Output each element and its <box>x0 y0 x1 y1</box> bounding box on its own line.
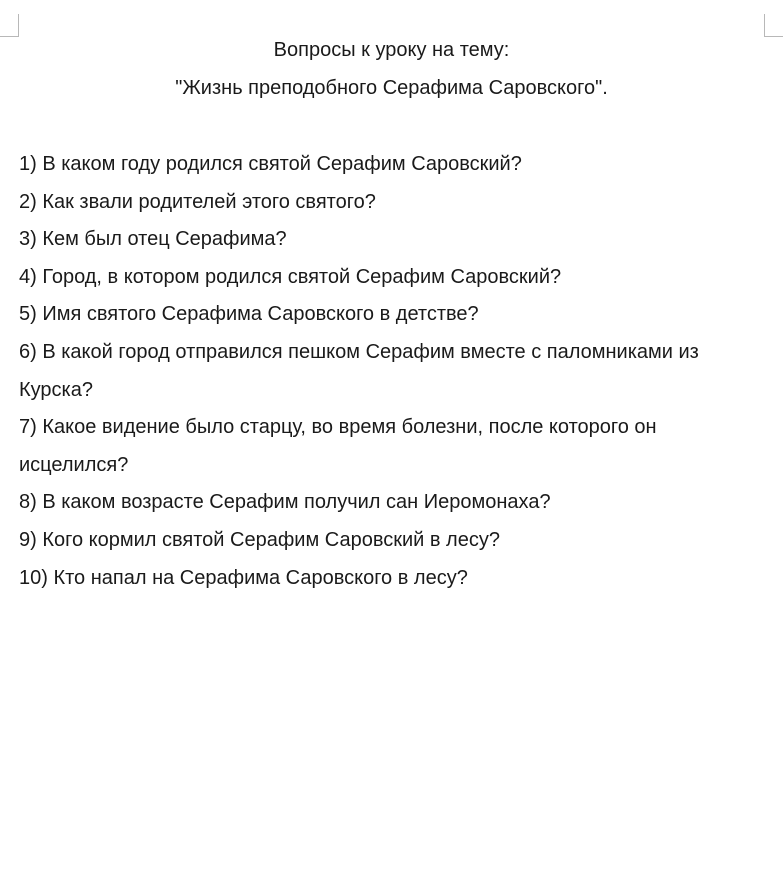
question-item: 5) Имя святого Серафима Саровского в детстве? <box>19 303 479 326</box>
question-item: 2) Как звали родителей этого святого? <box>19 190 376 213</box>
question-item: 3) Кем был отец Серафима? <box>19 228 287 251</box>
page-corner-mark-left <box>0 14 19 37</box>
page-corner-mark-right <box>764 14 783 37</box>
question-item: 9) Кого кормил святой Серафим Саровский в лесу? <box>19 528 500 551</box>
question-item: 7) Какое видение было старцу, во время болезни, после которого он исцелился? <box>19 416 657 476</box>
question-item: 10) Кто напал на Серафима Саровского в лесу? <box>19 566 468 589</box>
question-item: 4) Город, в котором родился святой Серафим Саровский? <box>19 265 562 288</box>
question-list <box>19 146 754 597</box>
question-item: 1) В каком году родился святой Серафим Саровский? <box>19 153 522 175</box>
question-item: 6) В какой город отправился пешком Серафим вместе с паломниками из Курска? <box>19 340 699 401</box>
document-title-line-2: "Жизнь преподобного Серафима Саровского". <box>175 77 608 99</box>
document-title-line-1: Вопросы к уроку на тему: <box>273 39 510 61</box>
question-item: 8) В каком возрасте Серафим получил сан Иеромонаха? <box>19 491 551 514</box>
